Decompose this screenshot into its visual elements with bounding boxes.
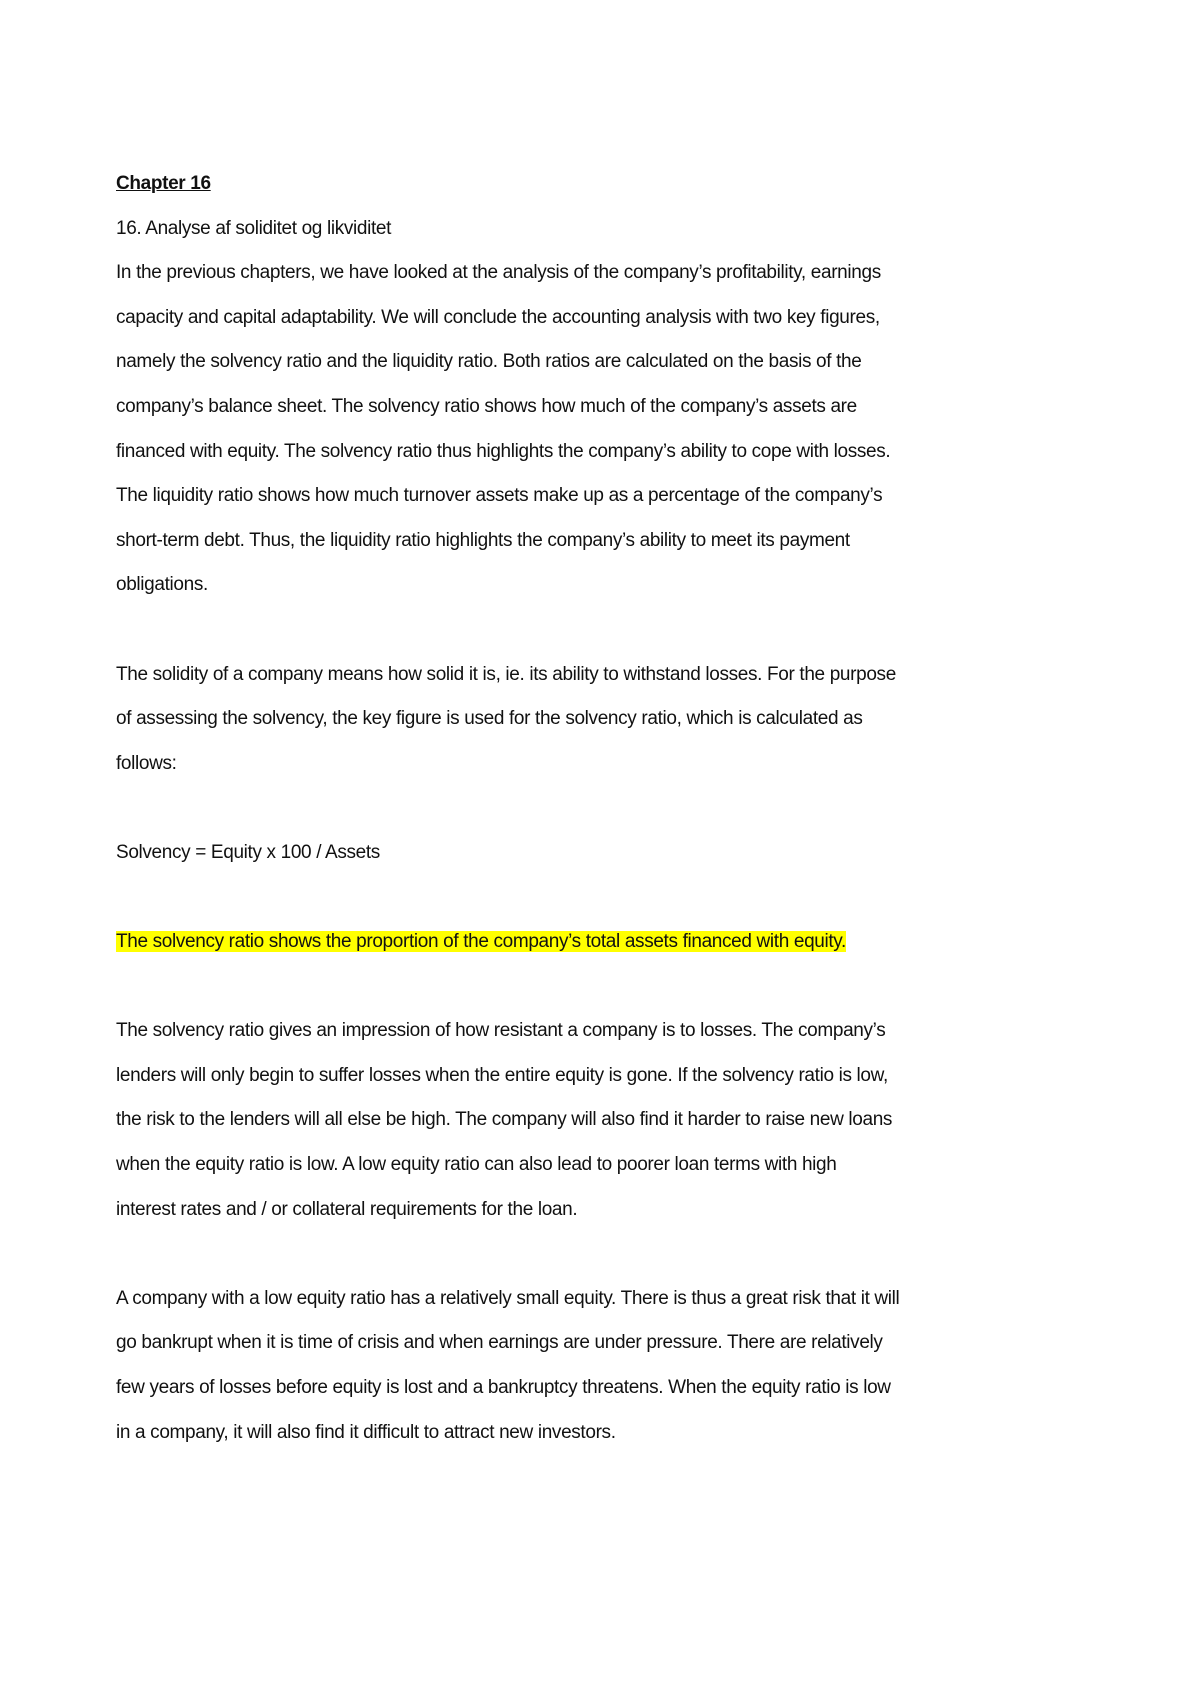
paragraph-line: In the previous chapters, we have looked at the analysis of the company’s profitability, earnings — [116, 262, 881, 284]
paragraph-line: company’s balance sheet. The solvency ratio shows how much of the company’s assets are — [116, 395, 857, 417]
paragraph-line: follows: — [116, 752, 177, 774]
highlighted-sentence: The solvency ratio shows the proportion of the company’s total assets financed with equity. — [116, 931, 846, 953]
blank-line — [116, 876, 1096, 921]
paragraph-line: The solidity of a company means how solid it is, ie. its ability to withstand losses. For the purpose — [116, 663, 896, 685]
section-heading: 16. Analyse af soliditet og likviditet — [116, 217, 392, 239]
paragraph-line: short-term debt. Thus, the liquidity ratio highlights the company’s ability to meet its payment — [116, 529, 850, 551]
paragraph-line: capacity and capital adaptability. We will conclude the accounting analysis with two key figures, — [116, 306, 880, 328]
blank-line — [116, 1232, 1096, 1277]
paragraph-solidity — [116, 653, 1096, 787]
paragraph-line: the risk to the lenders will all else be high. The company will also find it harder to raise new loans — [116, 1109, 893, 1131]
paragraph-line: in a company, it will also find it difficult to attract new investors. — [116, 1421, 616, 1443]
paragraph-line: The liquidity ratio shows how much turnover assets make up as a percentage of the company’s — [116, 485, 883, 507]
paragraph-line: when the equity ratio is low. A low equity ratio can also lead to poorer loan terms with high — [116, 1154, 837, 1176]
solvency-formula: Solvency = Equity x 100 / Assets — [116, 841, 380, 863]
paragraph-line: lenders will only begin to suffer losses when the entire equity is gone. If the solvency ratio is low, — [116, 1064, 888, 1086]
paragraph-line: namely the solvency ratio and the liquidity ratio. Both ratios are calculated on the basis of the — [116, 351, 862, 373]
paragraph-line: of assessing the solvency, the key figure is used for the solvency ratio, which is calculated as — [116, 708, 863, 730]
paragraph-line: financed with equity. The solvency ratio thus highlights the company’s ability to cope with losses. — [116, 440, 891, 462]
document-page — [116, 162, 1096, 1455]
chapter-title-line — [116, 162, 1096, 207]
paragraph-intro — [116, 251, 1096, 608]
blank-line — [116, 786, 1096, 831]
chapter-title: Chapter 16 — [116, 173, 211, 194]
highlighted-sentence-line — [116, 920, 1096, 965]
paragraph-resistance — [116, 1009, 1096, 1232]
blank-line — [116, 965, 1096, 1010]
paragraph-line: interest rates and / or collateral requirements for the loan. — [116, 1198, 578, 1220]
blank-line — [116, 608, 1096, 653]
paragraph-line: The solvency ratio gives an impression of how resistant a company is to losses. The company’s — [116, 1020, 886, 1042]
paragraph-line: few years of losses before equity is lost and a bankruptcy threatens. When the equity ratio is low — [116, 1377, 891, 1399]
paragraph-line: go bankrupt when it is time of crisis and when earnings are under pressure. There are relatively — [116, 1332, 883, 1354]
paragraph-line: obligations. — [116, 574, 208, 596]
paragraph-low-equity — [116, 1277, 1096, 1455]
paragraph-line: A company with a low equity ratio has a relatively small equity. There is thus a great risk that it will — [116, 1287, 900, 1309]
